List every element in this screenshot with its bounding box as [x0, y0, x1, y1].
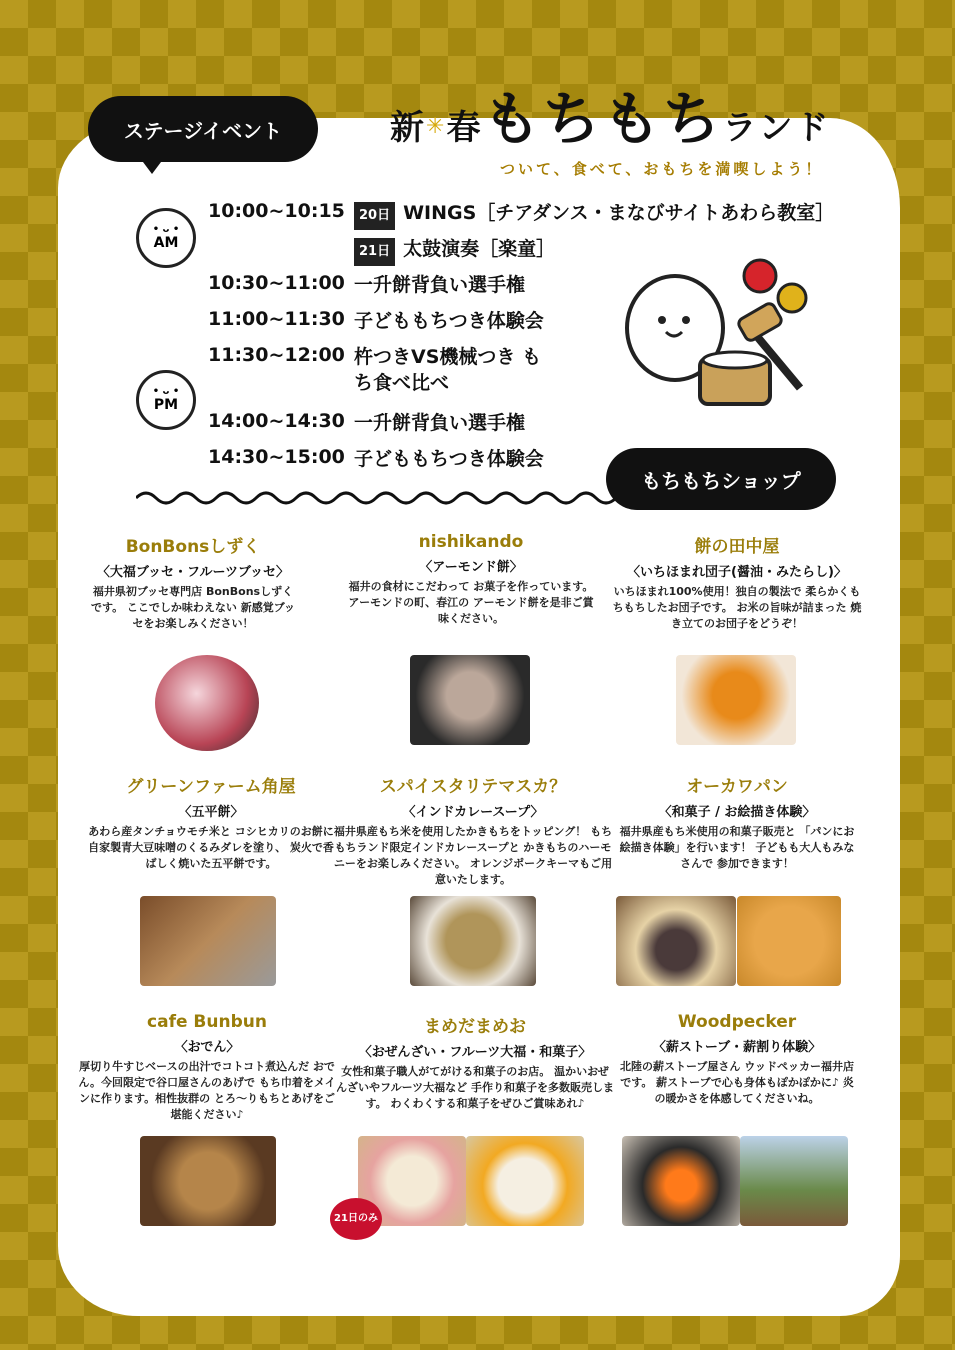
- bousse-photo: [155, 655, 259, 751]
- day-tag: 21日: [354, 238, 395, 266]
- stage-event-label: ステージイベント: [88, 96, 318, 162]
- shop-desc: 福井県初ブッセ専門店 BonBonsしずくです。 ここでしか味わえない 新感覚ブッセをお楽しみください！: [90, 585, 295, 630]
- shop-section-label: もちもちショップ: [606, 448, 836, 510]
- shop-desc: 福井県産もち米使用の和菓子販売と 「パンにお絵描き体験」を行います！ 子どもも大人もみなさんで 参加できます！: [619, 825, 855, 870]
- shop-desc: 女性和菓子職人がてがける和菓子のお店。 温かいおぜんざいやフルーツ大福など 手作り和菓子を多数販売します。 わくわくする和菓子をぜひご賞味あれ♪: [336, 1065, 614, 1110]
- schedule-event: 太鼓演奏［楽童］: [403, 238, 556, 260]
- page-title: [390, 72, 860, 156]
- face-icon: • ᴗ •: [152, 386, 180, 397]
- schedule-row: [208, 410, 848, 446]
- schedule-row: [208, 200, 848, 236]
- shop-card: [606, 1012, 868, 1107]
- day21-only-badge: 21日のみ: [330, 1198, 382, 1240]
- almond-mochi-photo: [410, 655, 530, 745]
- dango-photo: [676, 655, 796, 745]
- shop-desc: 厚切り牛すじベースの出汁でコトコト煮込んだ おでん。今回限定で谷口屋さんのあげで もち巾着をメインに作ります。相性抜群の とろ〜りもちとあげをご堪能ください♪: [78, 1060, 336, 1121]
- gohei-mochi-photo: [140, 896, 276, 986]
- schedule-time: 11:30~12:00: [208, 344, 345, 366]
- shop-name: グリーンファーム角屋: [126, 777, 296, 797]
- shop-name: オーカワパン: [686, 777, 788, 797]
- am-label: AM: [153, 235, 179, 251]
- title-spring: 春: [446, 108, 483, 148]
- shop-product: 〈アーモンド餅〉: [419, 560, 523, 575]
- title-block: [390, 72, 860, 179]
- shop-card: [76, 1012, 338, 1123]
- shop-product: 〈和菓子 / お絵描き体験〉: [658, 805, 816, 820]
- schedule-time: 14:30~15:00: [208, 446, 345, 468]
- shop-card: [606, 772, 868, 872]
- pm-badge: [136, 370, 196, 430]
- shop-name: 餅の田中屋: [694, 537, 780, 557]
- face-icon: • ᴗ •: [152, 224, 180, 235]
- shop-name: nishikando: [418, 532, 524, 552]
- star-icon: ✳: [426, 114, 447, 139]
- schedule-time: 14:00~14:30: [208, 410, 345, 432]
- schedule-event: 子どももちつき体験会: [354, 310, 544, 332]
- shop-product: 〈おでん〉: [174, 1040, 240, 1055]
- schedule-time: 10:00~10:15: [208, 200, 345, 222]
- shop-card: [62, 532, 324, 632]
- schedule-event: WINGS［チアダンス・まなびサイトあわら教室］: [403, 202, 835, 224]
- shop-desc: 福井県産もち米を使用したかきもちをトッピング！ もちもちランド限定インドカレースープと かきもちのハーモニーをお楽しみください。 オレンジポークキーマもご用意いたします。: [333, 825, 613, 886]
- wood-stove-photo: [622, 1136, 740, 1226]
- schedule-event: 杵つきVS機械つき もち食べ比べ: [354, 346, 542, 394]
- shop-name: スパイスタリテマスカ？: [379, 777, 567, 797]
- shop-product: 〈いちほまれ団子(醤油・みたらし)〉: [627, 565, 847, 580]
- shop-name: まめだまめお: [424, 1017, 526, 1037]
- pm-label: PM: [153, 397, 179, 413]
- drawing-bread-photo: [737, 896, 841, 986]
- shop-product: 〈五平餅〉: [178, 805, 244, 820]
- curry-soup-photo: [410, 896, 536, 986]
- shop-name: Woodpecker: [677, 1012, 797, 1032]
- shop-card: [340, 532, 602, 627]
- shop-card: [330, 772, 616, 888]
- shop-desc: 北陸の薪ストーブ屋さん ウッドペッカー福井店です。 薪ストーブで心も身体もぽかぽかに♪ 炎の暖かさを体感してくださいね。: [619, 1060, 855, 1105]
- shop-desc: あわら産タンチョウモチ米と コシヒカリのお餅に 自家製青大豆味噌のくるみダレを塗り、 炭火で香ばしく焼いた五平餅です。: [88, 825, 334, 870]
- oden-photo: [140, 1136, 276, 1226]
- wood-splitting-photo: [740, 1136, 848, 1226]
- shop-desc: いちほまれ100%使用！独自の製法で 柔らかくもちもちしたお団子です。 お米の旨味が詰まった 焼き立てのお団子をどうぞ！: [612, 585, 862, 630]
- subtitle: ついて、食べて、おもちを満喫しよう！: [500, 160, 824, 178]
- shop-product: 〈インドカレースープ〉: [402, 805, 544, 820]
- schedule-time: 11:00~11:30: [208, 308, 345, 330]
- shop-product: 〈大福ブッセ・フルーツブッセ〉: [96, 565, 290, 580]
- shop-card: [606, 532, 868, 632]
- schedule-event: 一升餅背負い選手権: [354, 274, 526, 296]
- day-tag: 20日: [354, 202, 395, 230]
- schedule-time: 10:30~11:00: [208, 272, 345, 294]
- schedule-event: 子どももちつき体験会: [354, 448, 544, 470]
- fruit-daifuku-photo: [466, 1136, 584, 1226]
- wagashi-photo: [616, 896, 736, 986]
- title-new: 新: [390, 108, 426, 148]
- title-land: ランド: [722, 108, 831, 148]
- title-mochi: もちもち: [482, 85, 723, 153]
- am-badge: [136, 208, 196, 268]
- shop-desc: 福井の食材にこだわって お菓子を作っています。 アーモンドの町、春江の アーモンド餅を是非ご賞味ください。: [348, 580, 594, 625]
- shop-card: [80, 772, 342, 872]
- shop-name: BonBonsしずく: [125, 537, 261, 557]
- schedule-event: 一升餅背負い選手権: [354, 412, 526, 434]
- shop-card: [336, 1012, 614, 1112]
- mochi-mascot-illustration: [620, 258, 820, 408]
- shop-product: 〈薪ストーブ・薪割り体験〉: [652, 1040, 822, 1055]
- shop-name: cafe Bunbun: [147, 1012, 267, 1032]
- shop-product: 〈おぜんざい・フルーツ大福・和菓子〉: [358, 1045, 592, 1060]
